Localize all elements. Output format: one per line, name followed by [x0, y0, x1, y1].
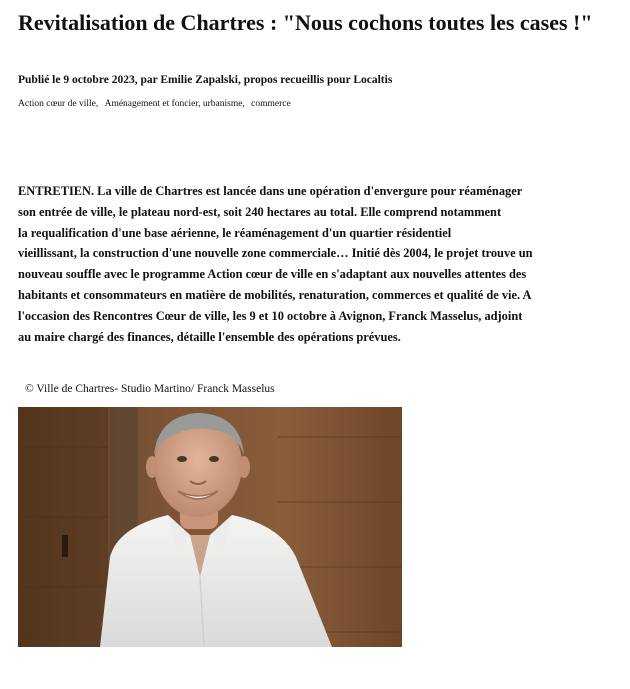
intro-line: l'occasion des Rencontres Cœur de ville, les 9 et 10 octobre à Avignon, Franck Masselus, adjoint — [18, 308, 523, 323]
article-intro — [18, 181, 610, 347]
tag[interactable]: Action cœur de ville, — [18, 99, 99, 109]
intro-line: vieillissant, la construction d'une nouvelle zone commerciale… Initié dès 2004, le projet trouve un — [18, 246, 533, 261]
article-title: Revitalisation de Chartres : "Nous cochons toutes les cases !" — [18, 10, 593, 35]
portrait-photo — [18, 407, 402, 647]
tag[interactable]: Aménagement et foncier, urbanisme, — [104, 99, 245, 109]
article-byline: Publié le 9 octobre 2023, par Emilie Zapalski, propos recueillis pour Localtis — [18, 74, 393, 86]
intro-line: la requalification d'une base aérienne, le réaménagement d'un quartier résidentiel — [18, 225, 452, 240]
intro-line: son entrée de ville, le plateau nord-est, soit 240 hectares au total. Elle comprend notamment — [18, 204, 502, 219]
tag[interactable]: commerce — [251, 99, 291, 109]
article-tags — [18, 98, 291, 110]
intro-line: au maire chargé des finances, détaille l'ensemble des opérations prévues. — [18, 329, 401, 344]
intro-line: ENTRETIEN. La ville de Chartres est lancée dans une opération d'envergure pour réaménager — [18, 184, 523, 198]
intro-line: habitants et consommateurs en matière de mobilités, renaturation, commerces et qualité de vie. A — [18, 287, 532, 302]
intro-line: nouveau souffle avec le programme Action cœur de ville en s'adaptant aux nouvelles attentes des — [18, 267, 527, 282]
photo-credit: © Ville de Chartres- Studio Martino/ Franck Masselus — [25, 383, 275, 395]
